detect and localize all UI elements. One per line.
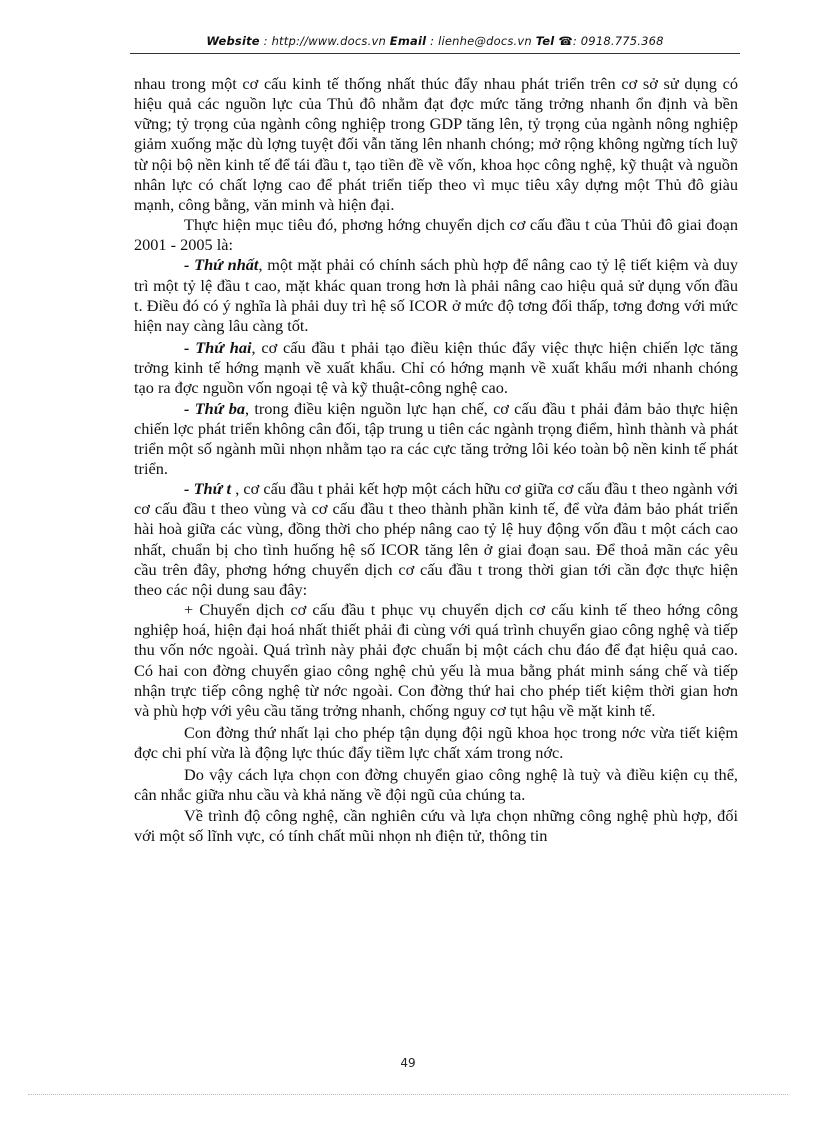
paragraph-text: , trong điều kiện nguồn lực hạn chế, cơ cấu đầu t phải đảm bảo thực hiện chiến lợc phát triển không cân đối, tập trung u tiên các ngành trọng điểm, hình thành và phát triển một số ngành mũi nhọn nhằm tạo ra các cực tăng trởng lôi kéo toàn bộ nền kinh tế phát triển.: [134, 398, 738, 478]
header-rule: [130, 53, 740, 54]
paragraph-text: , cơ cấu đầu t phải tạo điều kiện thúc đẩy việc thực hiện chiến lợc tăng trởng kinh tế hớng mạnh về xuất khẩu. Chỉ có hớng mạnh về xuất khẩu mới nhanh chóng tạo ra đợc nguồn vốn ngoại tệ và kỹ thuật-công nghệ cao.: [134, 338, 738, 398]
paragraph-text: Con đờng thứ nhất lại cho phép tận dụng đội ngũ khoa học trong nớc vừa tiết kiệm đợc chi phí vừa là động lực thúc đẩy tiềm lực chất xám trong nớc.: [134, 723, 738, 763]
paragraph-lead: - Thứ hai: [184, 338, 252, 358]
paragraph-8: [134, 723, 738, 763]
website-label: Website: [206, 34, 260, 48]
phone-icon: ☎: [558, 34, 573, 48]
paragraph-9: [134, 765, 738, 805]
paragraph-lead: - Thứ nhất: [184, 255, 259, 275]
paragraph-thu-tu: [134, 479, 738, 600]
document-body: [134, 74, 738, 846]
paragraph-7: [134, 600, 738, 721]
paragraph-text: + Chuyển dịch cơ cấu đầu t phục vụ chuyển dịch cơ cấu kinh tế theo hớng công nghiệp hoá, hiện đại hoá nhất thiết phải đi cùng với quá trình chuyển giao công nghệ và tiếp thu vốn nớc ngoài. Quá trình này phải đợc chuẩn bị một cách chu đáo để đạt hiệu quả cao. Có hai con đờng chuyển giao công nghệ chủ yếu là mua bằng phát minh sáng chế và tiếp nhận trực tiếp công nghệ từ nớc ngoài. Con đờng thứ hai cho phép tiết kiệm thời gian hơn và phù hợp với yêu cầu tăng trởng nhanh, chống nguy cơ tụt hậu về mặt kinh tế.: [134, 600, 738, 720]
email-value: : lienhe@docs.vn: [430, 34, 532, 48]
paragraph-10: [134, 806, 738, 846]
paragraph-2: [134, 215, 738, 255]
paragraph-text: nhau trong một cơ cấu kinh tế thống nhất thúc đẩy nhau phát triển trên cơ sở sử dụng có hiệu quả các nguồn lực của Thủ đô nhằm đạt đợc mức tăng trởng nhanh ổn định và bền vững; tỷ trọng của ngành công nghiệp trong GDP tăng lên, tỷ trọng của ngành nông nghiệp giảm xuống mặc dù lợng tuyệt đối vẫn tăng lên nhanh chóng; mở rộng không ngừng tích luỹ từ nội bộ nền kinh tế để tái đầu t, tạo tiền đề về vốn, khoa học công nghệ, kỹ thuật và nguồn nhân lực có chất lợng cao để phát triển tiếp theo vì mục tiêu xây dựng một Thủ đô giàu mạnh, công bằng, văn minh và hiện đại.: [134, 74, 738, 214]
paragraph-1: [134, 74, 738, 215]
paragraph-text: Thực hiện mục tiêu đó, phơng hớng chuyển dịch cơ cấu đầu t của Thủi đô giai đoạn 2001 - 2005 là:: [134, 215, 738, 255]
page-header: [120, 34, 750, 48]
paragraph-thu-hai: [134, 338, 738, 398]
paragraph-thu-nhat: [134, 255, 738, 336]
paragraph-text: Về trình độ công nghệ, cần nghiên cứu và lựa chọn những công nghệ phù hợp, đối với một số lĩnh vực, có tính chất mũi nhọn nh điện tử, thông tin: [134, 805, 738, 845]
paragraph-text: Do vậy cách lựa chọn con đờng chuyển giao công nghệ là tuỳ và điều kiện cụ thể, cân nhắc giữa nhu cầu và khả năng về đội ngũ của chúng ta.: [134, 765, 738, 805]
paragraph-text: , cơ cấu đầu t phải kết hợp một cách hữu cơ giữa cơ cấu đầu t theo ngành với cơ cấu đầu t theo vùng và cơ cấu đầu t theo thành phần kinh tế, để vừa đảm bảo phát triển hài hoà giữa các vùng, đồng thời cho phép nâng cao tỷ lệ huy động vốn đầu t một cách cao nhất, chuẩn bị cho tình huống hệ số ICOR tăng lên ở giai đoạn sau. Để thoả mãn các yêu cầu trên đây, phơng hớng chuyển dịch cơ cấu đầu t trong thời gian tới cần đợc thực hiện theo các nội dung sau đây:: [134, 479, 739, 599]
paragraph-text: , một mặt phải có chính sách phù hợp để nâng cao tỷ lệ tiết kiệm và duy trì một tỷ lệ đầu t cao, mặt khác quan trong hơn là phải nâng cao hiệu quả sử dụng vốn đầu t. Điều đó có ý nghĩa là phải duy trì hệ số ICOR ở mức độ tơng đối thấp, tơng đơng với mức hiện nay càng lâu càng tốt.: [134, 255, 738, 335]
email-label: Email: [389, 34, 427, 48]
paragraph-lead: - Thứ t: [184, 479, 232, 499]
tel-value: : 0918.775.368: [572, 34, 664, 48]
bottom-rule: [28, 1094, 788, 1095]
website-value: : http://www.docs.vn: [263, 34, 386, 48]
page-number: 49: [400, 1056, 416, 1070]
paragraph-thu-ba: [134, 399, 738, 480]
paragraph-lead: - Thứ ba: [184, 398, 245, 418]
tel-label: Tel: [535, 34, 555, 48]
